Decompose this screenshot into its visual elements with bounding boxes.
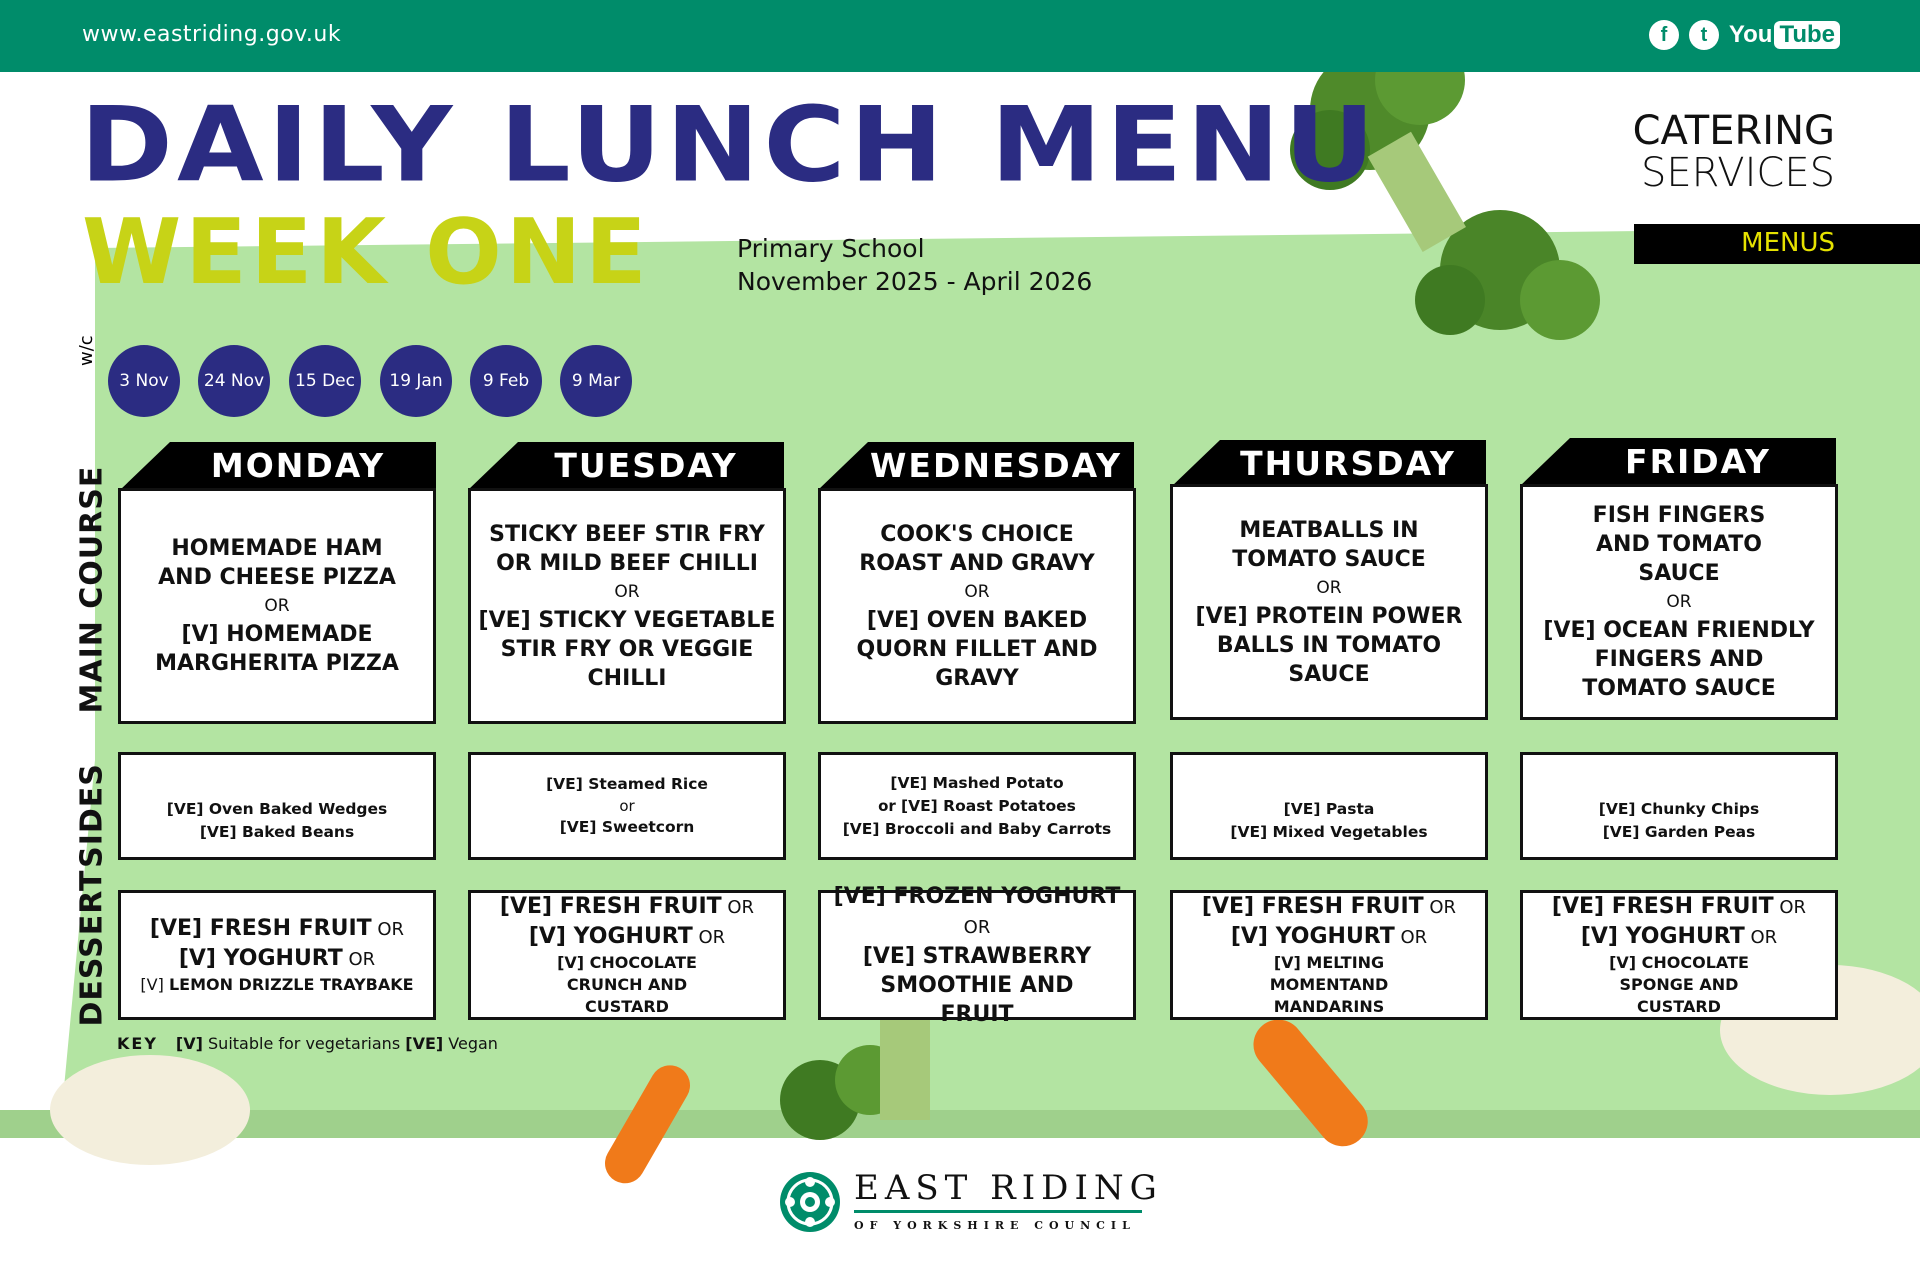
side-item: [VE] Baked Beans (199, 823, 355, 841)
or-divider: OR (1666, 592, 1692, 612)
key-v-text: Suitable for vegetarians (202, 1034, 406, 1053)
main-option: MEATBALLS IN TOMATO SAUCE (1232, 517, 1426, 572)
dessert-line (821, 882, 1133, 942)
menus-label: MENUS (1741, 228, 1835, 258)
dessert-line (1581, 922, 1777, 952)
day-header-thursday (1170, 440, 1486, 488)
dessert-thursday (1170, 890, 1488, 1020)
dessert-item: [VE] FRESH FRUIT (499, 894, 722, 919)
main-course-wednesday (818, 488, 1136, 724)
dessert-item: [V] CHOCOLATE SPONGE AND CUSTARD (1609, 953, 1749, 1016)
dessert-friday (1520, 890, 1838, 1020)
week-date: 24 Nov (198, 345, 270, 417)
day-name: WEDNESDAY (870, 446, 1122, 485)
dessert-item: [V] YOGHURT (528, 924, 693, 949)
main-option: HOMEMADE HAM AND CHEESE PIZZA (158, 536, 396, 590)
side-item: [VE] Sweetcorn (559, 818, 695, 836)
dessert-item: [VE] FROZEN YOGHURT (833, 883, 1121, 909)
row-label-sides: SIDES (74, 763, 110, 868)
council-underline (854, 1210, 1142, 1213)
side-item: [VE] Mashed Potato (890, 773, 1064, 792)
facebook-icon[interactable]: f (1649, 20, 1679, 50)
or-divider: OR (1773, 897, 1807, 918)
sides-thursday (1170, 752, 1488, 860)
or-divider: OR (264, 596, 290, 616)
youtube-tube: Tube (1774, 21, 1840, 49)
dessert-line (500, 892, 754, 922)
main-option-veg: [VE] OCEAN FRIENDLY FINGERS AND TOMATO SAUCE (1543, 618, 1815, 701)
key-ve-text: Vegan (443, 1034, 498, 1053)
main-option: FISH FINGERS AND TOMATO SAUCE (1592, 503, 1766, 586)
day-header-tuesday (468, 442, 784, 490)
sides-wednesday (818, 752, 1136, 860)
dessert-item: [VE] FRESH FRUIT (149, 916, 372, 941)
dessert-item: [VE] STRAWBERRY SMOOTHIE AND FRUIT (862, 943, 1092, 1027)
sides-friday (1520, 752, 1838, 860)
day-header-wednesday (818, 442, 1134, 490)
dessert-line (529, 922, 725, 952)
row-label-dessert: DESSERT (74, 869, 110, 1027)
key-ve: [VE] (405, 1034, 444, 1053)
or-divider: OR (963, 916, 991, 938)
or-divider: OR (371, 919, 405, 940)
main-option-veg: [VE] OVEN BAKED QUORN FILLET AND GRAVY (856, 607, 1098, 691)
key-v: [V] (175, 1034, 203, 1053)
side-item-row (878, 795, 1076, 818)
week-date: 9 Mar (560, 345, 632, 417)
dessert-item: LEMON DRIZZLE TRAYBAKE (168, 975, 414, 994)
or-divider: or (619, 797, 635, 815)
key-label: KEY (117, 1034, 158, 1053)
dessert-item: [V] MELTING MOMENTAND MANDARINS (1269, 953, 1389, 1016)
dessert-line (1202, 892, 1456, 922)
dessert-item: [V] YOGHURT (1230, 924, 1395, 949)
or-divider: OR (964, 581, 990, 602)
week-date: 15 Dec (289, 345, 361, 417)
youtube-icon[interactable] (1729, 21, 1840, 49)
menu-subtitle (737, 232, 1092, 298)
catering-badge (1633, 110, 1835, 194)
side-item: [VE] Chunky Chips (1598, 800, 1760, 818)
legend-key (117, 1034, 498, 1053)
week-date: 3 Nov (108, 345, 180, 417)
side-item: [VE] Steamed Rice (546, 775, 708, 793)
or-divider: OR (692, 927, 726, 948)
day-header-friday (1520, 438, 1836, 486)
day-name: FRIDAY (1625, 442, 1771, 481)
website-link[interactable]: www.eastriding.gov.uk (82, 22, 342, 47)
row-label-main-course: MAIN COURSE (74, 465, 110, 714)
or-divider: OR (1316, 577, 1342, 598)
main-option-veg: [V] HOMEMADE MARGHERITA PIZZA (155, 622, 399, 676)
dessert-wednesday (818, 883, 1136, 1027)
dessert-line (1231, 922, 1427, 952)
dessert-line (140, 974, 413, 996)
dessert-item: [V] CHOCOLATE CRUNCH AND CUSTARD (557, 953, 697, 1016)
council-subtitle: OF YORKSHIRE COUNCIL (854, 1219, 1136, 1232)
sides-tuesday (468, 752, 786, 860)
council-name: EAST RIDING (854, 1168, 1163, 1208)
school-type: Primary School (737, 234, 925, 263)
dessert-item: [V] YOGHURT (178, 946, 343, 971)
council-rose-icon (778, 1170, 842, 1234)
dessert-item: [VE] FRESH FRUIT (1551, 894, 1774, 919)
day-name: MONDAY (210, 446, 386, 485)
main-option: COOK'S CHOICE ROAST AND GRAVY (859, 521, 1095, 576)
side-item: [VE] Oven Baked Wedges (166, 800, 388, 818)
or-divider: OR (1394, 927, 1428, 948)
week-title: WEEK ONE (82, 200, 651, 305)
dessert-monday (118, 890, 436, 1020)
main-course-monday (118, 488, 436, 724)
main-option: STICKY BEEF STIR FRY OR MILD BEEF CHILLI (489, 521, 765, 576)
main-option-veg: [VE] PROTEIN POWER BALLS IN TOMATO SAUCE (1195, 603, 1463, 687)
main-course-tuesday (468, 488, 786, 724)
page-title: DAILY LUNCH MENU (80, 85, 1379, 206)
twitter-icon[interactable]: t (1689, 20, 1719, 50)
side-item: [VE] Broccoli and Baby Carrots (842, 819, 1112, 838)
side-item: [VE] Garden Peas (1602, 823, 1756, 841)
week-commencing-label: w/c (76, 335, 97, 366)
dessert-line (1552, 892, 1806, 922)
dessert-item: [VE] FRESH FRUIT (1201, 894, 1424, 919)
main-course-friday (1520, 484, 1838, 720)
dessert-item: [V] YOGHURT (1580, 924, 1745, 949)
dessert-tag: [V] (140, 975, 169, 994)
side-item: [VE] Pasta (1283, 800, 1375, 818)
week-date: 9 Feb (470, 345, 542, 417)
or-divider: OR (342, 949, 376, 970)
main-course-thursday (1170, 484, 1488, 720)
menu-period: November 2025 - April 2026 (737, 267, 1093, 296)
services-label: SERVICES (1640, 150, 1835, 196)
youtube-you: You (1728, 21, 1773, 48)
dessert-line (150, 914, 404, 944)
day-name: THURSDAY (1240, 444, 1456, 483)
week-date: 19 Jan (380, 345, 452, 417)
day-name: TUESDAY (554, 446, 738, 485)
or-divider: OR (614, 581, 640, 602)
dessert-tuesday (468, 890, 786, 1020)
backdrop-strip (0, 1110, 1920, 1138)
catering-label: CATERING (1632, 108, 1835, 154)
or-divider: OR (1423, 897, 1457, 918)
side-item: [VE] Roast Potatoes (901, 796, 1076, 815)
main-option-veg: [VE] STICKY VEGETABLE STIR FRY OR VEGGIE CHILLI (478, 607, 776, 691)
dessert-line (179, 944, 375, 974)
side-item: [VE] Mixed Vegetables (1230, 823, 1428, 841)
sides-monday (118, 752, 436, 860)
or-divider: OR (721, 897, 755, 918)
or-divider: or (878, 796, 902, 815)
day-header-monday (120, 442, 436, 490)
or-divider: OR (1744, 927, 1778, 948)
social-links (1649, 20, 1840, 50)
